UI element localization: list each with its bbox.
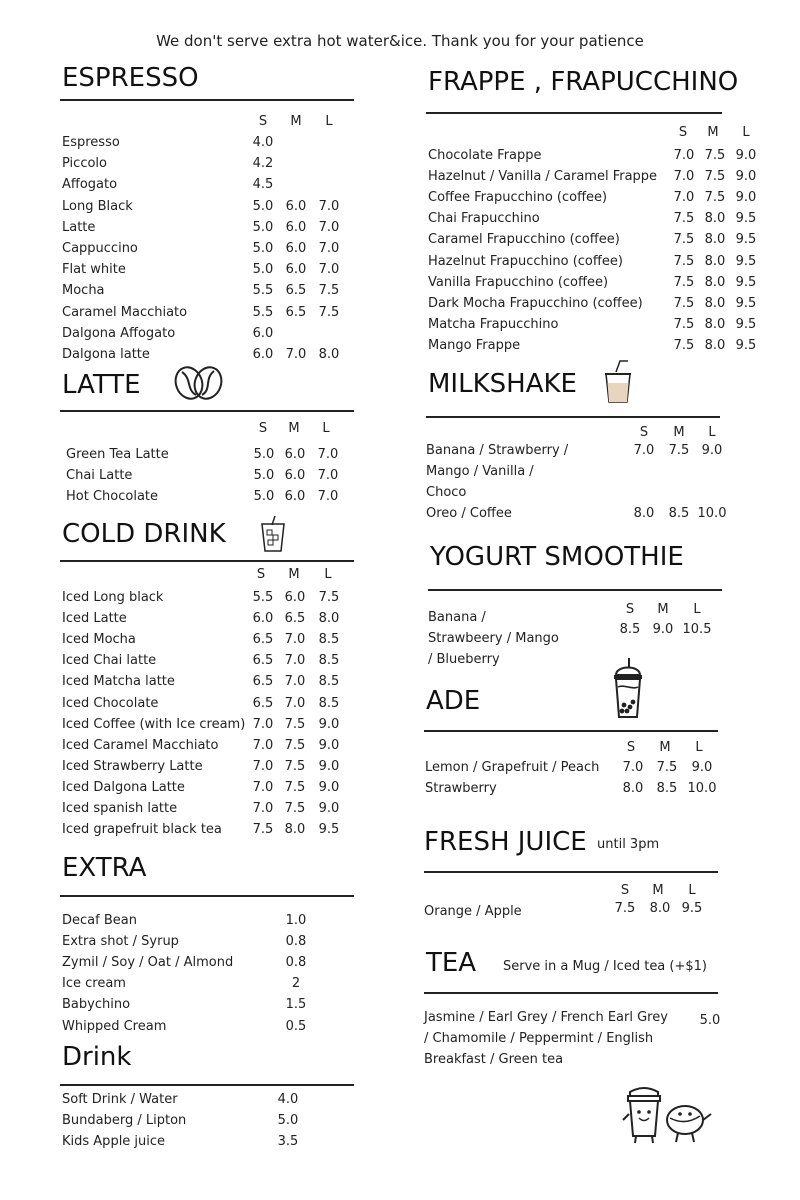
- price-s: 7.0: [252, 758, 274, 774]
- menu-item-row: [0, 229, 800, 250]
- item-name: Caramel Frapucchino (coffee): [428, 232, 620, 248]
- price-s: 7.0: [633, 443, 655, 458]
- size-s-label: S: [639, 425, 649, 440]
- price-l: 9.5: [735, 274, 757, 290]
- menu-item-row: [0, 778, 800, 799]
- section-divider: [60, 410, 354, 412]
- item-name: Mango Frappe: [428, 337, 521, 353]
- size-l-label: L: [322, 421, 330, 436]
- price-l: 9.0: [318, 716, 340, 732]
- price-s: 7.0: [622, 760, 644, 775]
- price-m: 6.0: [284, 489, 306, 504]
- section-title-ade: ADE: [426, 686, 481, 716]
- section-title-espresso: ESPRESSO: [62, 63, 199, 93]
- section-title-cold-drink: COLD DRINK: [62, 519, 226, 549]
- item-name: Iced grapefruit black tea: [62, 822, 222, 838]
- price-m: 7.0: [284, 695, 306, 711]
- price-s: 8.0: [622, 781, 644, 796]
- section-divider: [60, 1084, 354, 1086]
- price: 0.8: [285, 955, 307, 971]
- price-s: 5.5: [252, 304, 274, 320]
- item-name: Hazelnut Frapucchino (coffee): [428, 253, 623, 269]
- price-m: 8.0: [704, 253, 726, 269]
- item-name: Iced Long black: [62, 590, 164, 605]
- price-m: 7.0: [284, 653, 306, 669]
- item-name: Bundaberg / Lipton: [62, 1113, 187, 1129]
- price-m: 7.5: [704, 148, 726, 163]
- section-divider: [424, 730, 718, 732]
- price-s: 7.5: [673, 316, 695, 332]
- size-m-label: M: [652, 883, 664, 898]
- item-name: Iced Matcha latte: [62, 674, 175, 690]
- item-name: Chai Frapucchino: [428, 211, 540, 227]
- price-m: 6.0: [285, 198, 307, 214]
- item-name: Iced Latte: [62, 611, 127, 627]
- price-l: 7.0: [317, 447, 339, 462]
- price-m: 8.0: [704, 211, 726, 227]
- item-name: Soft Drink / Water: [62, 1092, 178, 1107]
- menu-item-row: [0, 671, 800, 692]
- price-m: 7.0: [285, 347, 307, 362]
- tea-name-line: Breakfast / Green tea: [424, 1052, 564, 1067]
- size-l-label: L: [742, 125, 750, 140]
- price-l: 9.5: [318, 822, 340, 838]
- price-s: 6.5: [252, 695, 274, 711]
- item-name: Dalgona Affogato: [62, 325, 176, 341]
- price-m: 8.0: [704, 295, 726, 311]
- item-name: Kids Apple juice: [62, 1134, 166, 1150]
- price-s: 8.0: [633, 506, 655, 521]
- price: 1.0: [285, 913, 307, 928]
- menu-item-row: [0, 465, 800, 486]
- price-m: 7.5: [284, 779, 306, 795]
- price-l: 10.0: [697, 506, 727, 521]
- price-l: 7.0: [318, 198, 340, 214]
- price-l: 8.5: [318, 695, 340, 711]
- menu-item-row: [0, 272, 800, 293]
- milkshake-name-line: Banana / Strawberry /: [426, 443, 569, 458]
- menu-item-row: [0, 735, 800, 756]
- price-s: 7.0: [252, 801, 274, 816]
- price-l: 7.0: [317, 468, 339, 483]
- menu-item-row: [0, 757, 800, 778]
- price: 0.5: [285, 1018, 307, 1034]
- item-name: Piccolo: [62, 156, 107, 172]
- section-divider: [426, 112, 722, 114]
- item-name: Iced Chocolate: [62, 695, 159, 711]
- size-m-label: M: [657, 602, 669, 617]
- item-name: Affogato: [62, 177, 118, 193]
- notice-banner: We don't serve extra hot water&ice. Thank you for your patience: [156, 32, 644, 50]
- item-name: Lemon / Grapefruit / Peach: [425, 760, 600, 775]
- item-name: Hot Chocolate: [66, 489, 159, 504]
- item-name: Dark Mocha Frapucchino (coffee): [428, 295, 643, 311]
- size-l-label: L: [688, 883, 696, 898]
- price-s: 7.5: [673, 211, 695, 227]
- section-title-drink: Drink: [62, 1042, 132, 1072]
- item-name: Iced Chai latte: [62, 653, 157, 669]
- price: 2: [291, 976, 301, 992]
- price-l: 9.0: [701, 443, 723, 458]
- price-s: 5.0: [253, 489, 275, 504]
- price-m: 6.0: [285, 241, 307, 256]
- price-s: 7.5: [673, 232, 695, 248]
- price-s: 7.5: [614, 901, 636, 916]
- price-s: 5.0: [253, 468, 275, 483]
- item-name: Mocha: [62, 283, 105, 299]
- price-m: 6.5: [285, 304, 307, 320]
- price-m: 7.5: [284, 801, 306, 816]
- item-name: Green Tea Latte: [66, 447, 169, 462]
- size-m-label: M: [673, 425, 685, 440]
- price-l: 7.0: [317, 489, 339, 504]
- price: 3.5: [277, 1134, 299, 1150]
- item-name: Iced Strawberry Latte: [62, 758, 203, 774]
- price-l: 8.0: [318, 611, 340, 627]
- bubble-tea-icon: [611, 657, 645, 723]
- milkshake-name-line: Choco: [426, 485, 467, 500]
- price-m: 7.5: [284, 758, 306, 774]
- price-s: 7.5: [673, 253, 695, 269]
- price-l: 9.0: [735, 148, 757, 163]
- price-m: 6.0: [285, 262, 307, 278]
- size-l-label: L: [708, 425, 716, 440]
- menu-item-row: [0, 335, 800, 356]
- price-l: 9.5: [735, 337, 757, 353]
- price-m: 7.5: [704, 169, 726, 185]
- price-l: 9.5: [681, 901, 703, 916]
- price-s: 5.0: [252, 262, 274, 278]
- size-m-label: M: [290, 114, 302, 129]
- item-name: Extra shot / Syrup: [62, 934, 179, 950]
- price-s: 8.5: [619, 622, 641, 637]
- fresh-juice-note: until 3pm: [597, 837, 660, 852]
- section-divider: [426, 416, 720, 418]
- size-l-label: L: [693, 602, 701, 617]
- price-m: 6.0: [284, 590, 306, 605]
- price-l: 9.5: [735, 316, 757, 332]
- size-s-label: S: [625, 602, 635, 617]
- size-l-label: L: [324, 567, 332, 582]
- price-l: 8.5: [318, 632, 340, 648]
- price-l: 9.0: [735, 169, 757, 185]
- item-name: Iced Coffee (with Ice cream): [62, 716, 246, 732]
- price: 4.0: [277, 1092, 299, 1107]
- price-s: 7.0: [673, 169, 695, 185]
- item-name: Chai Latte: [66, 468, 133, 483]
- menu-item-row: [0, 693, 800, 714]
- item-name: Oreo / Coffee: [426, 506, 512, 521]
- yogurt-price-row: [0, 619, 800, 640]
- price-l: 9.5: [735, 211, 757, 227]
- yogurt-name-line: Strawbeery / Mango: [428, 631, 559, 646]
- section-divider: [424, 871, 718, 873]
- size-s-label: S: [626, 740, 636, 755]
- size-m-label: M: [288, 421, 300, 436]
- item-name: Babychino: [62, 997, 131, 1013]
- size-s-label: S: [678, 125, 688, 140]
- size-s-label: S: [258, 421, 268, 436]
- menu-item-row: [0, 187, 800, 208]
- price-l: 7.5: [318, 304, 340, 320]
- item-name: Matcha Frapucchino: [428, 316, 559, 332]
- section-divider: [60, 99, 354, 101]
- price: 1.5: [285, 997, 307, 1013]
- price-s: 6.5: [252, 653, 274, 669]
- price-s: 6.0: [252, 347, 274, 362]
- menu-item-row: [0, 145, 800, 166]
- menu-item-row: [0, 166, 800, 187]
- price-s: 7.0: [673, 148, 695, 163]
- size-s-label: S: [256, 567, 266, 582]
- item-name: Strawberry: [425, 781, 497, 796]
- item-name: Latte: [62, 219, 96, 235]
- price-s: 7.0: [252, 737, 274, 753]
- item-name: Whipped Cream: [62, 1018, 167, 1034]
- price-s: 7.0: [252, 716, 274, 732]
- milkshake-cup-icon: [603, 358, 633, 408]
- price-m: 8.0: [284, 822, 306, 838]
- price-l: 8.5: [318, 674, 340, 690]
- price-s: 5.0: [253, 447, 275, 462]
- menu-item-row: [0, 798, 800, 819]
- price-l: 9.5: [735, 253, 757, 269]
- item-name: Iced Dalgona Latte: [62, 779, 185, 795]
- price-l: 9.0: [691, 760, 713, 775]
- size-s-label: S: [258, 114, 268, 129]
- menu-item-row: [0, 251, 800, 272]
- item-name: Long Black: [62, 198, 133, 214]
- price-m: 8.0: [704, 316, 726, 332]
- size-m-label: M: [288, 567, 300, 582]
- price-s: 5.0: [252, 241, 274, 256]
- tea-name-line: / Chamomile / Peppermint / English: [424, 1031, 654, 1046]
- price-m: 6.0: [284, 447, 306, 462]
- price-m: 8.5: [668, 506, 690, 521]
- price-m: 8.0: [704, 274, 726, 290]
- yogurt-name-line: Banana /: [428, 610, 486, 625]
- price-m: 7.0: [284, 674, 306, 690]
- price-l: 9.5: [735, 232, 757, 248]
- price-s: 5.5: [252, 590, 274, 605]
- price-s: 7.0: [673, 190, 695, 206]
- price-s: 7.5: [673, 337, 695, 353]
- tea-price-row: [0, 1010, 800, 1031]
- price-l: 9.0: [318, 758, 340, 774]
- section-divider: [60, 895, 354, 897]
- size-m-label: M: [707, 125, 719, 140]
- price-l: 9.0: [735, 190, 757, 206]
- price-m: 6.0: [285, 219, 307, 235]
- section-title-extra: EXTRA: [62, 853, 147, 883]
- item-name: Caramel Macchiato: [62, 304, 188, 320]
- price: 5.0: [277, 1113, 299, 1129]
- price-l: 9.0: [318, 801, 340, 816]
- item-name: Hazelnut / Vanilla / Caramel Frappe: [428, 169, 658, 185]
- price-l: 9.0: [318, 779, 340, 795]
- menu-item-row: [0, 819, 800, 840]
- price-s: 7.5: [252, 822, 274, 838]
- price-m: 8.0: [649, 901, 671, 916]
- coffee-mascot-icon: [622, 1086, 720, 1150]
- item-name: Flat white: [62, 262, 126, 278]
- price: 5.0: [699, 1013, 721, 1028]
- price-m: 7.0: [284, 632, 306, 648]
- price-l: 7.0: [318, 262, 340, 278]
- price-l: 7.5: [318, 590, 340, 605]
- item-name: Iced Mocha: [62, 632, 136, 648]
- price-s: 6.5: [252, 632, 274, 648]
- price-m: 7.5: [284, 737, 306, 753]
- size-s-label: S: [620, 883, 630, 898]
- section-divider: [60, 560, 354, 562]
- menu-item-row: [0, 931, 800, 952]
- section-title-tea: TEA: [426, 948, 477, 978]
- item-name: Orange / Apple: [424, 904, 522, 919]
- section-title-milkshake: MILKSHAKE: [428, 369, 577, 399]
- price-s: 7.5: [673, 274, 695, 290]
- price-s: 4.5: [252, 177, 274, 193]
- price-s: 4.2: [252, 156, 274, 172]
- price-s: 7.0: [252, 779, 274, 795]
- size-l-label: L: [325, 114, 333, 129]
- item-name: Coffee Frapucchino (coffee): [428, 190, 608, 206]
- price-s: 4.0: [252, 135, 274, 150]
- menu-item-row: [0, 650, 800, 671]
- price-m: 8.0: [704, 337, 726, 353]
- price-s: 5.0: [252, 219, 274, 235]
- price-l: 7.0: [318, 219, 340, 235]
- milkshake-name-line: Mango / Vanilla /: [426, 464, 534, 479]
- item-name: Zymil / Soy / Oat / Almond: [62, 955, 234, 971]
- price-l: 8.0: [318, 347, 340, 362]
- price-m: 8.0: [704, 232, 726, 248]
- size-l-label: L: [695, 740, 703, 755]
- price-m: 7.5: [668, 443, 690, 458]
- section-title-frappe: FRAPPE , FRAPUCCHINO: [428, 67, 739, 97]
- price-s: 5.0: [252, 198, 274, 214]
- menu-item-row: [0, 208, 800, 229]
- section-divider: [424, 992, 718, 994]
- price-l: 9.0: [318, 737, 340, 753]
- item-name: Iced Caramel Macchiato: [62, 737, 219, 753]
- price: 0.8: [285, 934, 307, 950]
- tea-note: Serve in a Mug / Iced tea (+$1): [503, 959, 707, 974]
- section-divider: [428, 589, 722, 591]
- item-name: Espresso: [62, 135, 120, 150]
- yogurt-name-line: / Blueberry: [428, 652, 500, 667]
- price-s: 5.5: [252, 283, 274, 299]
- size-m-label: M: [659, 740, 671, 755]
- price-m: 6.5: [285, 283, 307, 299]
- juice-price-row: [0, 898, 800, 919]
- milkshake-price-row: [0, 440, 800, 461]
- item-name: Iced spanish latte: [62, 801, 178, 816]
- item-name: Chocolate Frappe: [428, 148, 542, 163]
- menu-item-row: [0, 314, 800, 335]
- coffee-beans-icon: [172, 363, 226, 405]
- milkshake-row: [0, 503, 800, 524]
- section-title-fresh-juice: FRESH JUICE: [424, 827, 587, 857]
- price-m: 7.5: [284, 716, 306, 732]
- price-m: 7.5: [704, 190, 726, 206]
- price-l: 7.0: [318, 241, 340, 256]
- item-name: Dalgona latte: [62, 347, 150, 362]
- price-m: 6.0: [284, 468, 306, 483]
- item-name: Vanilla Frapucchino (coffee): [428, 274, 609, 290]
- item-name: Ice cream: [62, 976, 126, 992]
- price-l: 8.5: [318, 653, 340, 669]
- price-m: 8.5: [656, 781, 678, 796]
- price-m: 7.5: [656, 760, 678, 775]
- price-s: 6.5: [252, 674, 274, 690]
- price-l: 10.0: [687, 781, 717, 796]
- price-m: 6.5: [284, 611, 306, 627]
- section-title-latte: LATTE: [62, 370, 141, 400]
- price-s: 6.0: [252, 611, 274, 627]
- item-name: Cappuccino: [62, 241, 138, 256]
- price-s: 6.0: [252, 325, 274, 341]
- price-l: 7.5: [318, 283, 340, 299]
- tea-name-line: Jasmine / Earl Grey / French Earl Grey: [424, 1010, 668, 1025]
- item-name: Decaf Bean: [62, 913, 137, 928]
- price-s: 7.5: [673, 295, 695, 311]
- price-l: 9.5: [735, 295, 757, 311]
- price-m: 9.0: [652, 622, 674, 637]
- section-title-yogurt-smoothie: YOGURT SMOOTHIE: [430, 542, 684, 572]
- menu-item-row: [0, 293, 800, 314]
- price-l: 10.5: [682, 622, 712, 637]
